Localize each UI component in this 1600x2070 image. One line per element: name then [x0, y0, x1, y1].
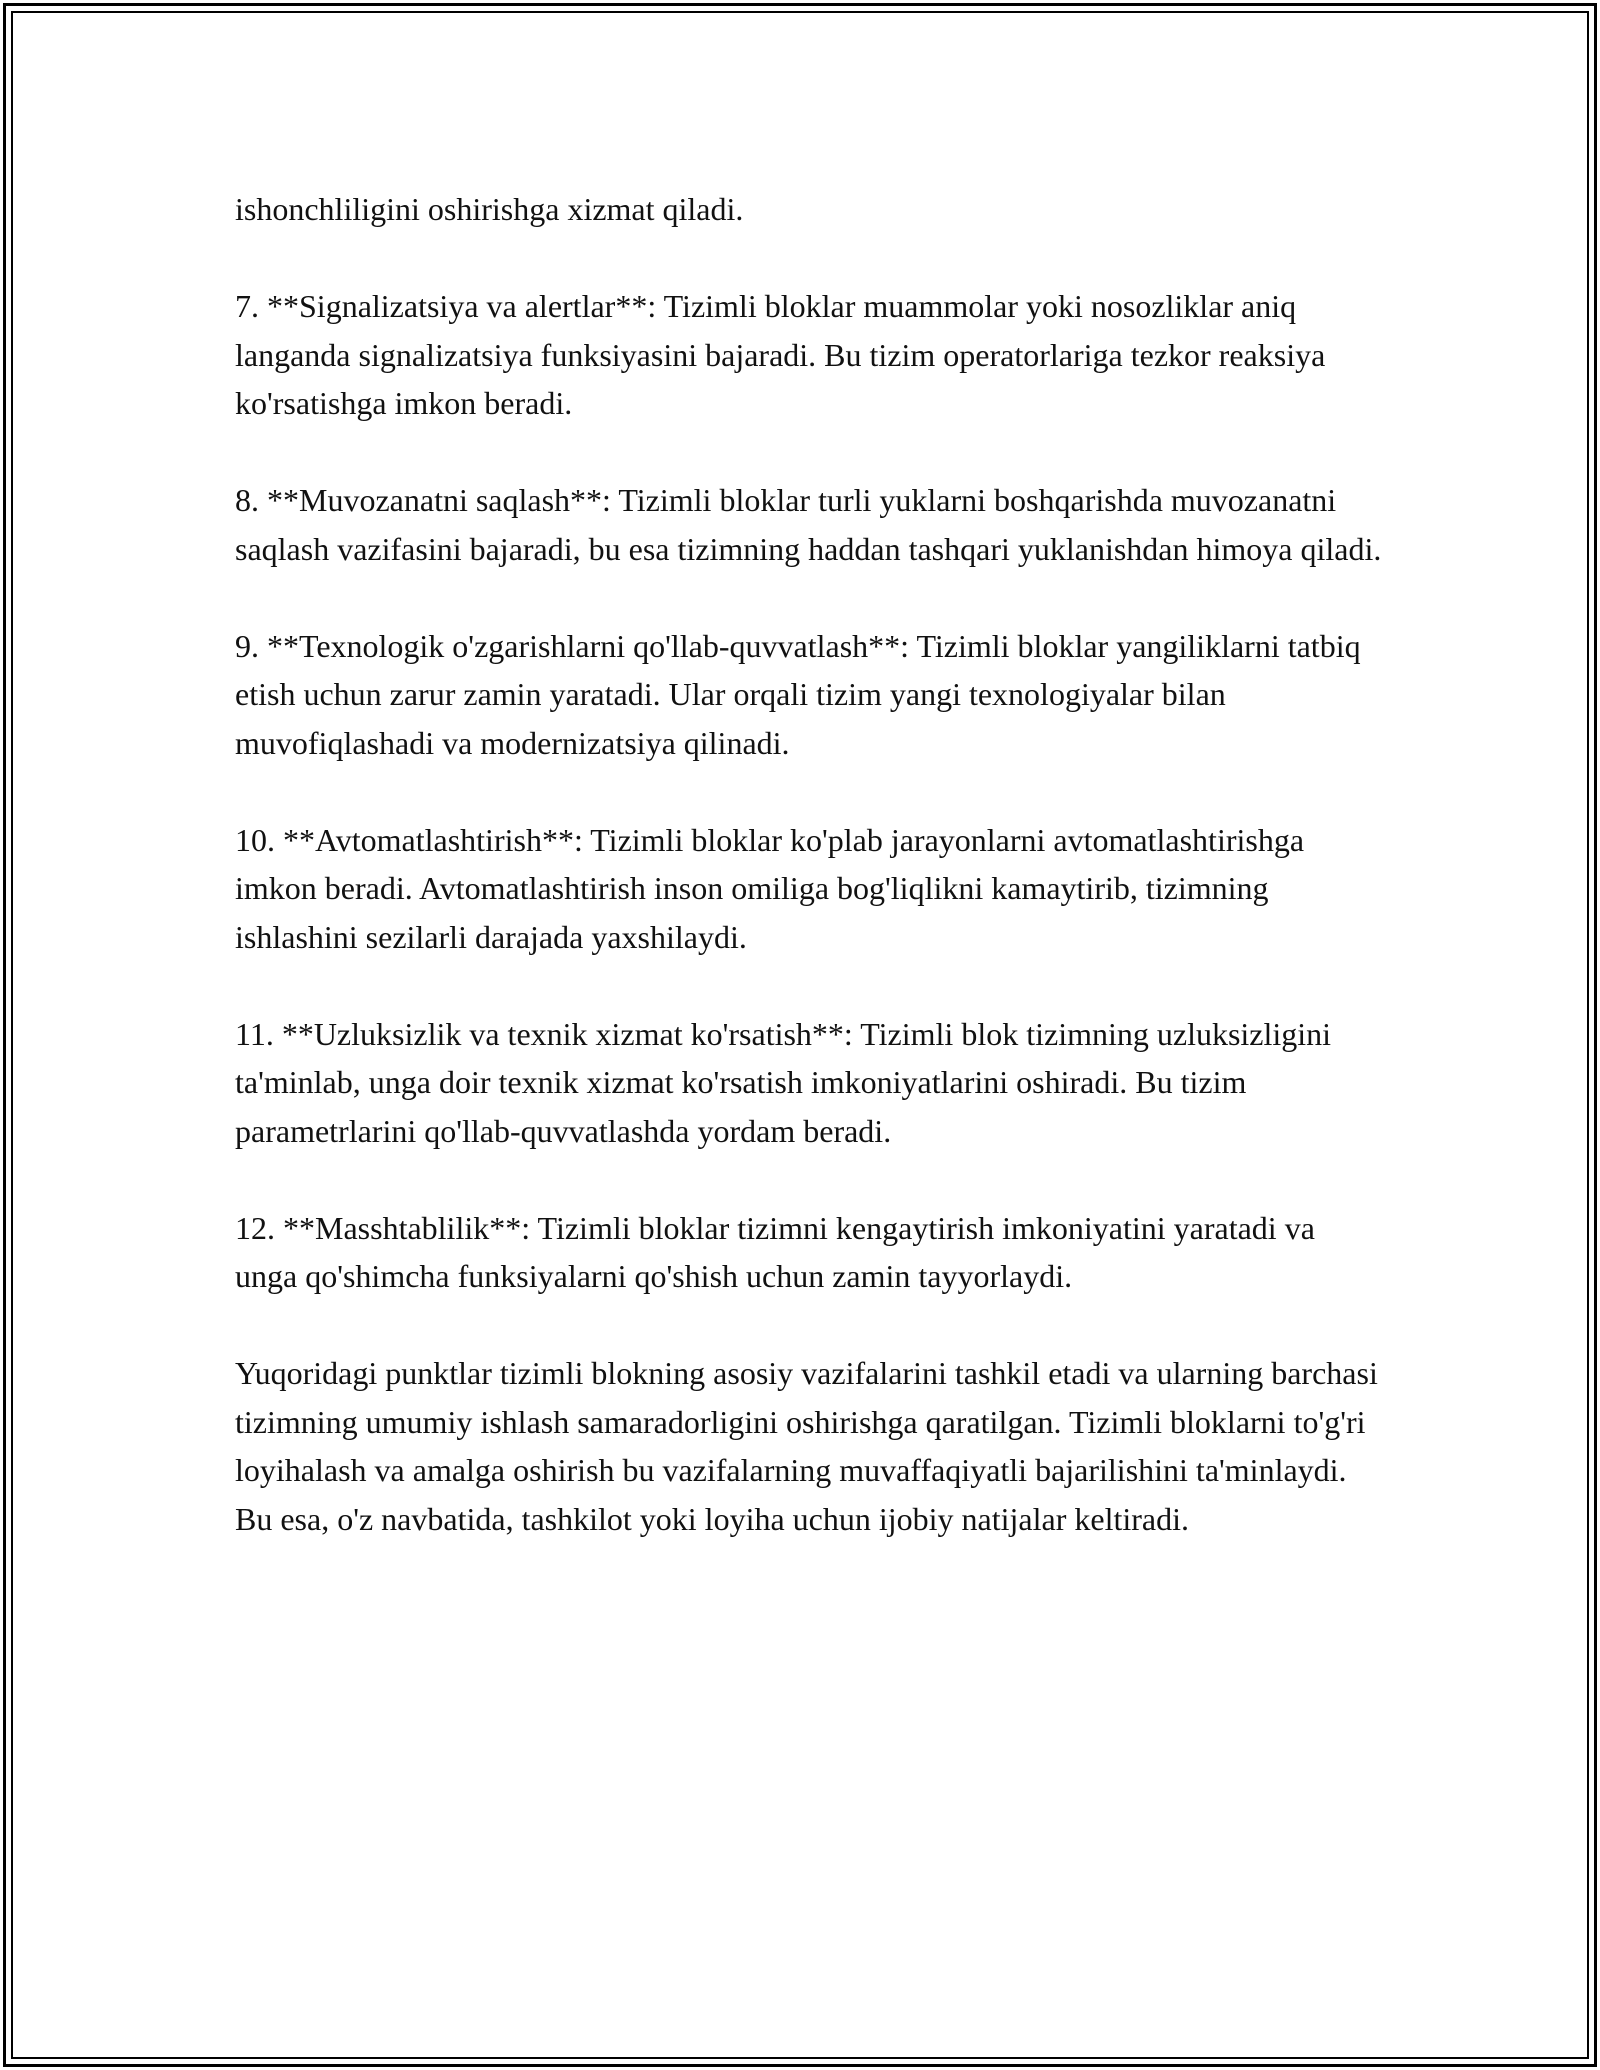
- paragraph-item-7: 7. **Signalizatsiya va alertlar**: Tizimli bloklar muammolar yoki nosozliklar aniq langanda signalizatsiya funksiyasini bajaradi. Bu tizim operatorlariga tezkor reaksiya ko'rsatishga imkon beradi.: [235, 288, 1326, 421]
- paragraph-item-12: 12. **Masshtablilik**: Tizimli bloklar tizimni kengaytirish imkoniyatini yaratadi va unga qo'shimcha funksiyalarni qo'shish uchun zamin tayyorlaydi.: [235, 1209, 1315, 1294]
- paragraph-item-9: 9. **Texnologik o'zgarishlarni qo'llab-quvvatlash**: Tizimli bloklar yangiliklarni tatbiq etish uchun zarur zamin yaratadi. Ular orqali tizim yangi texnologiyalar bilan muvofiqlashadi va modernizatsiya qilinadi.: [235, 627, 1361, 761]
- paragraph-item-8: 8. **Muvozanatni saqlash**: Tizimli bloklar turli yuklarni boshqarishda muvozanatni saqlash vazifasini bajaradi, bu esa tizimning haddan tashqari yuklanishdan himoya qiladi.: [235, 482, 1382, 567]
- paragraph-item-10: 10. **Avtomatlashtirish**: Tizimli bloklar ko'plab jarayonlarni avtomatlashtirishga imkon beradi. Avtomatlashtirish inson omiliga bog'liqlikni kamaytirib, tizimning ishlashini sezilarli darajada yaxshilaydi.: [235, 821, 1305, 955]
- paragraph-continuation: ishonchliligini oshirishga xizmat qiladi.: [235, 191, 744, 227]
- document-body: [235, 185, 1385, 1543]
- paragraph-item-11: 11. **Uzluksizlik va texnik xizmat ko'rsatish**: Tizimli blok tizimning uzluksizligini ta'minlab, unga doir texnik xizmat ko'rsatish imkoniyatlarini oshiradi. Bu tizim parametrlarini qo'llab-quvvatlashda yordam beradi.: [235, 1015, 1332, 1149]
- paragraph-conclusion: Yuqoridagi punktlar tizimli blokning asosiy vazifalarini tashkil etadi va ularning barchasi tizimning umumiy ishlash samaradorligini oshirishga qaratilgan. Tizimli bloklarni to'g'ri loyihalash va amalga oshirish bu vazifalarning muvaffaqiyatli bajarilishini ta'minlaydi. Bu esa, o'z navbatida, tashkilot yoki loyiha uchun ijobiy natijalar keltiradi.: [235, 1355, 1378, 1537]
